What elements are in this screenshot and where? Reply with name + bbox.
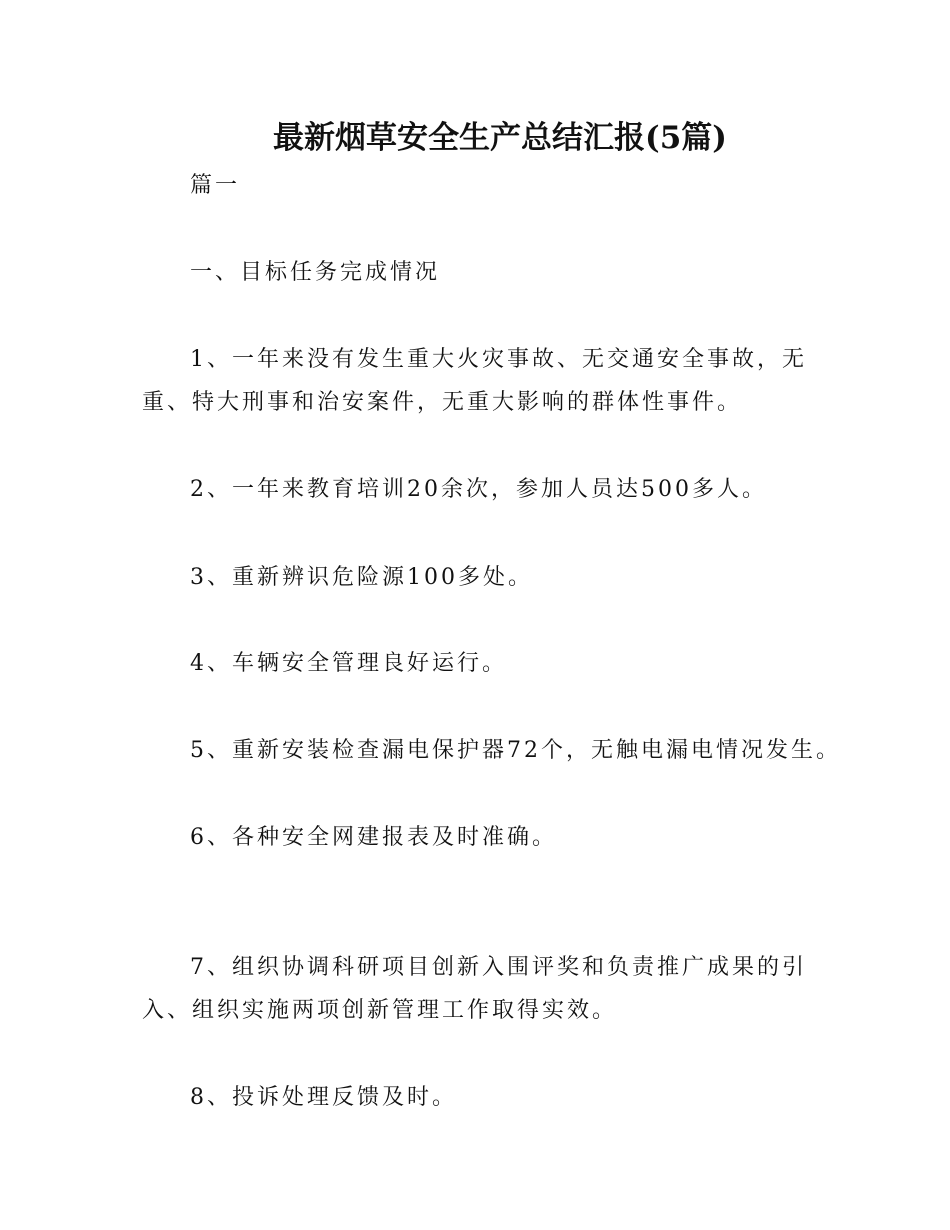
list-item-1-line-1: 1、一年来没有发生重大火灾事故、无交通安全事故，无: [190, 347, 807, 372]
list-item-2: 2、一年来教育培训20余次，参加人员达500多人。: [190, 477, 767, 502]
list-item-7-line-2: 入、组织实施两项创新管理工作取得实效。: [142, 998, 618, 1023]
list-item-1-line-2: 重、特大刑事和治安案件，无重大影响的群体性事件。: [142, 390, 743, 415]
list-item-3: 3、重新辨识危险源100多处。: [190, 565, 533, 590]
list-item-4: 4、车辆安全管理良好运行。: [190, 651, 507, 676]
list-item-6: 6、各种安全网建报表及时准确。: [190, 825, 557, 850]
list-item-7-line-1: 7、组织协调科研项目创新入围评奖和负责推广成果的引: [190, 955, 807, 980]
document-title: 最新烟草安全生产总结汇报(5篇): [273, 120, 727, 156]
section-label: 篇一: [190, 173, 241, 198]
list-item-5: 5、重新安装检查漏电保护器72个，无触电漏电情况发生。: [190, 738, 841, 763]
list-item-8: 8、投诉处理反馈及时。: [190, 1085, 457, 1110]
section-heading: 一、目标任务完成情况: [190, 260, 441, 285]
